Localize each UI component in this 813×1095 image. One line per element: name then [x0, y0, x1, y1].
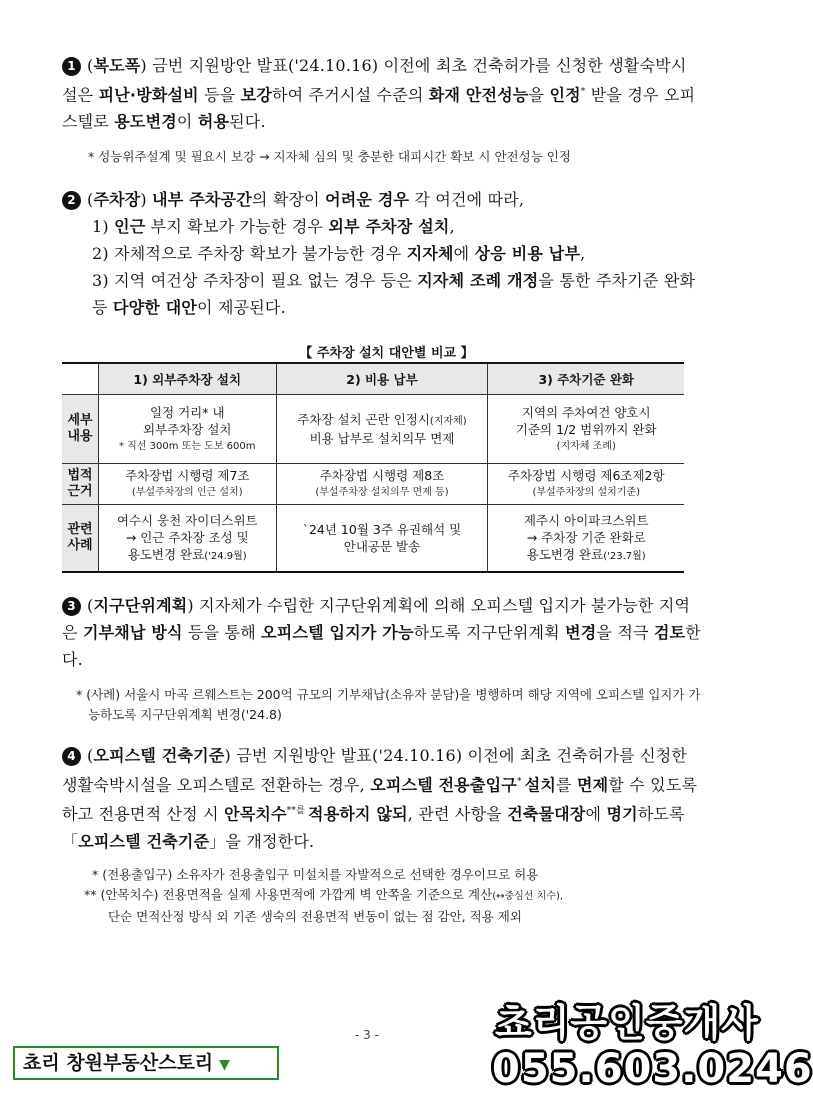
- table-cell: 주차장법 시행령 제6조제2항 (부설주차장의 설치기준): [488, 464, 684, 505]
- table-cell: 지역의 주차여건 양호시 기준의 1/2 범위까지 완화 (지자체 조례): [488, 395, 684, 464]
- section-3-footnote: * (사례) 서울시 마곡 르웨스트는 200억 규모의 기부채납(소유자 분담)을 병행하며 해당 지역에 오피스텔 입지가 가능하도록 지구단위계획 변경('24.8): [76, 687, 701, 722]
- section-3-paragraph: 3 (지구단위계획) 지자체가 수립한 지구단위계획에 의해 오피스텔 입지가 불가능한 지역은 기부채납 방식 등을 통해 오피스텔 입지가 가능하도록 지구단위계획 변경을 적극 검토한다.: [62, 596, 701, 669]
- section-1-footnote: * 성능위주설계 및 필요시 보강 → 지자체 심의 및 충분한 대피시간 확보 시 안전성능 인정: [88, 149, 571, 165]
- table-cell: 주차장 설치 곤란 인정시(지자체) 비용 납부로 설치의무 면제: [276, 395, 488, 464]
- section-1: [62, 52, 702, 167]
- number-badge-2: 2: [62, 191, 81, 210]
- section-1-paragraph: 1 (복도폭) 금번 지원방안 발표('24.10.16) 이전에 최초 건축허가를 신청한 생활숙박시설은 피난·방화설비 등을 보강하여 주거시설 수준의 화재 안전성능을 인정* 받을 경우 오피스텔로 용도변경이 허용된다.: [62, 56, 696, 132]
- row-label: 관련 사례: [62, 505, 99, 573]
- section-3: [62, 592, 702, 725]
- table-row: [62, 395, 684, 464]
- table-header-cell: 3) 주차기준 완화: [488, 363, 684, 395]
- number-badge-4: 4: [62, 747, 81, 766]
- parking-comparison-table: [62, 362, 684, 573]
- section-2-item-3: 3) 지역 여건상 주차장이 필요 없는 경우 등은 지자체 조례 개정을 통한 주차기준 완화 등 다양한 대안이 제공된다.: [92, 271, 696, 317]
- table-cell: 제주시 아이파크스위트 → 주차장 기준 완화로 용도변경 완료('23.7월): [488, 505, 684, 573]
- table-row: [62, 464, 684, 505]
- table-header-row: [62, 363, 684, 395]
- table-cell: `24년 10월 3주 유권해석 및 안내공문 발송: [276, 505, 488, 573]
- section-2-item-1: 1) 인근 부지 확보가 가능한 경우 외부 주차장 설치,: [92, 217, 455, 236]
- section-2-item-2: 2) 자체적으로 주차장 확보가 불가능한 경우 지자체에 상응 비용 납부,: [92, 244, 586, 263]
- section-4-paragraph: 4 (오피스텔 건축기준) 금번 지원방안 발표('24.10.16) 이전에 최초 건축허가를 신청한 생활숙박시설을 오피스텔로 전환하는 경우, 오피스텔 전용출입구* 설치를 면제할 수 있도록 하고 전용면적 산정 시 안목치수$^{**를}$ 적용하지 않되, 관련 사항을 건축물대장에 명기하도록 「오피스텔 건축기준」을 개정한다.: [62, 746, 698, 851]
- row-label: 법적 근거: [62, 464, 99, 505]
- number-badge-1: 1: [62, 57, 81, 76]
- table-row: [62, 505, 684, 573]
- section-4-footnote-1: * (전용출입구) 소유자가 전용출입구 미설치를 자발적으로 선택한 경우이므로 허용: [92, 866, 539, 882]
- table-cell: 주차장법 시행령 제8조 (부설주차장 설치의무 면제 등): [276, 464, 488, 505]
- table-corner-cell: [62, 363, 99, 395]
- realtor-phone: 055.603.0246: [492, 1046, 813, 1092]
- brand-label: 쵸리 창원부동산스토리: [23, 1052, 214, 1074]
- section-2: [62, 186, 702, 321]
- page-number: - 3 -: [355, 1028, 379, 1042]
- brand-banner: [13, 1046, 279, 1080]
- table-header-cell: 1) 외부주차장 설치: [99, 363, 277, 395]
- table-cell: 여수시 웅천 자이더스위트 → 인근 주차장 조성 및 용도변경 완료('24.9월): [99, 505, 277, 573]
- section-4-footnote-2: ** (안목치수) 전용면적을 실제 사용면적에 가깝게 벽 안쪽을 기준으로 계산(↔중심선 치수),: [84, 886, 564, 902]
- row-label: 세부 내용: [62, 395, 99, 464]
- table-cell: 주차장법 시행령 제7조 (부설주차장의 인근 설치): [99, 464, 277, 505]
- number-badge-3: 3: [62, 597, 81, 616]
- table-title: 【 주차장 설치 대안별 비교 】: [299, 346, 474, 361]
- table-cell: 일정 거리* 내 외부주차장 설치 * 직선 300m 또는 도보 600m: [99, 395, 277, 464]
- dropdown-arrow-icon: ▼: [219, 1057, 230, 1073]
- section-4-footnote-2-cont: 단순 면적산정 방식 외 기존 생숙의 전용면적 변동이 없는 점 감안, 적용 제외: [108, 908, 522, 924]
- section-4: [62, 742, 702, 927]
- realtor-name: 쵸리공인중개사: [495, 1001, 759, 1045]
- table-header-cell: 2) 비용 납부: [276, 363, 488, 395]
- section-2-intro: 2 (주차장) 내부 주차공간의 확장이 어려운 경우 각 여건에 따라,: [62, 186, 702, 213]
- realtor-watermark: [492, 1000, 813, 1092]
